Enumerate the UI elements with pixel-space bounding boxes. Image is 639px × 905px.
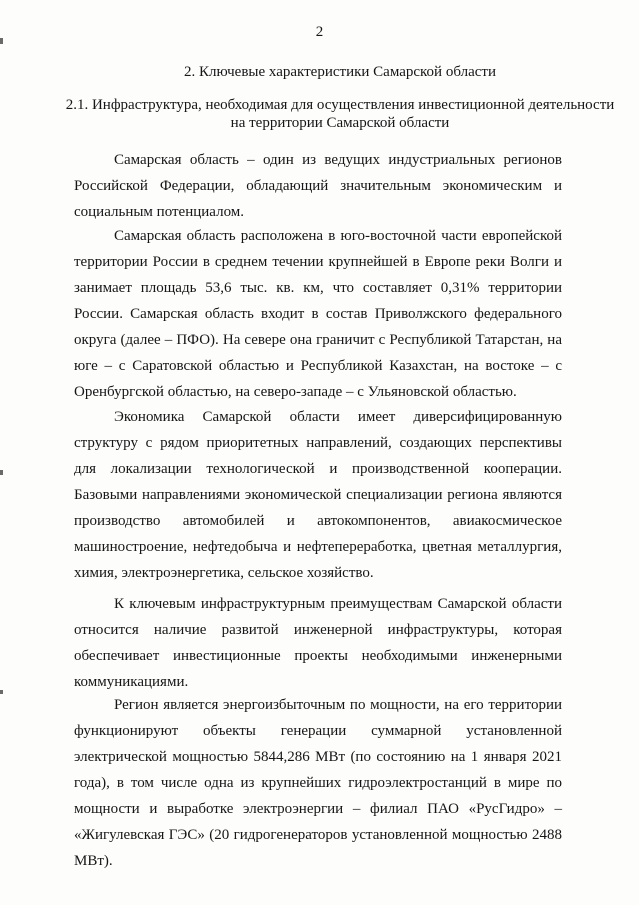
section-title: 2. Ключевые характеристики Самарской области (184, 64, 496, 80)
paragraph: Регион является энергоизбыточным по мощности, на его территории функционируют объекты генерации суммарной установленной электрической мощностью 5844,286 МВт (по состоянию на 1 января 2021 года), в том числе одна из крупнейших гидроэлектростанций в мире по мощности и выработке электроэнергии – филиал ПАО «РусГидро» – «Жигулевская ГЭС» (20 гидрогенераторов установленной мощностью 2488 МВт). (74, 697, 562, 869)
scan-edge-mark (0, 470, 3, 475)
paragraph: Самарская область – один из ведущих индустриальных регионов Российской Федерации, обладающий значительным экономическим и социальным потенциалом. (74, 152, 562, 220)
page-number: 2 (315, 24, 324, 40)
subsection-title: 2.1. Инфраструктура, необходимая для осуществления инвестиционной деятельности на территории Самарской области (65, 97, 615, 131)
paragraph: Экономика Самарской области имеет диверсифицированную структуру с рядом приоритетных направлений, создающих перспективы для локализации технологической и производственной кооперации. Базовыми направлениями экономической специализации региона являются производство автомобилей и автокомпонентов, авиакосмическое машиностроение, нефтедобыча и нефтепереработка, цветная металлургия, химия, электроэнергетика, сельское хозяйство. (74, 409, 562, 581)
paragraph: Самарская область расположена в юго-восточной части европейской территории России в среднем течении крупнейшей в Европе реки Волги и занимает площадь 53,6 тыс. кв. км, что составляет 0,31% территории России. Самарская область входит в состав Приволжского федерального округа (далее – ПФО). На севере она граничит с Республикой Татарстан, на юге – с Саратовской областью и Республикой Казахстан, на востоке – с Оренбургской областью, на северо-западе – с Ульяновской областью. (74, 228, 562, 400)
scan-edge-mark (0, 690, 3, 694)
paragraph: К ключевым инфраструктурным преимуществам Самарской области относится наличие развитой инженерной инфраструктуры, которая обеспечивает инвестиционные проекты необходимыми инженерными коммуникациями. (74, 596, 562, 690)
